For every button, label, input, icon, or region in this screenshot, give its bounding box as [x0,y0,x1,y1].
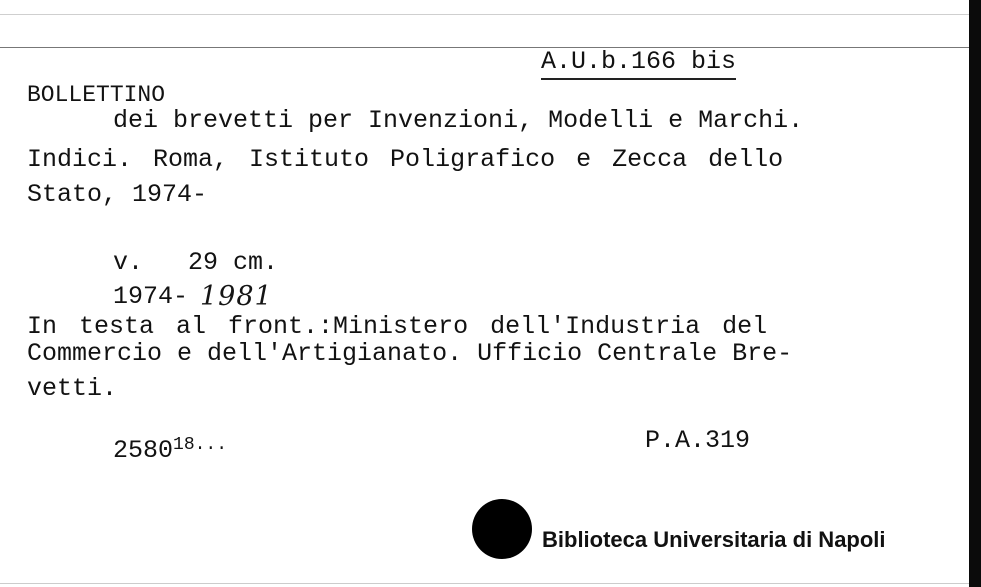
location-code: P.A.319 [645,426,751,455]
inventory-number [113,436,227,468]
library-stamp-text: Biblioteca Universitaria di Napoli [542,527,886,552]
card-bottom-edge [0,583,969,584]
holdings-prefix: 1974- [113,282,189,311]
library-stamp-icon [472,499,532,559]
note-line-1: In testa al front.:Ministero dell'Industria del [27,312,768,341]
shelfmark: A.U.b.166 bis [541,47,736,80]
title-continuation: dei brevetti per Invenzioni, Modelli e Marchi. [113,106,804,135]
title-main: BOLLETTINO [27,82,166,108]
imprint-line-1: Indici. Roma, Istituto Poligrafico e Zecca dello [27,145,784,174]
card-right-edge [969,0,981,587]
note-line-2: Commercio e dell'Artigianato. Ufficio Centrale Bre- [27,339,793,368]
inventory-main: 2580 [113,436,174,465]
inventory-superscript: 18... [173,435,228,455]
physical-description: v. 29 cm. [113,248,279,277]
card-top-edge [0,0,969,15]
holdings-handwritten: 1981 [200,281,273,312]
note-line-3: vetti. [27,374,118,403]
header-rule [0,47,969,48]
imprint-line-2: Stato, 1974- [27,180,208,209]
